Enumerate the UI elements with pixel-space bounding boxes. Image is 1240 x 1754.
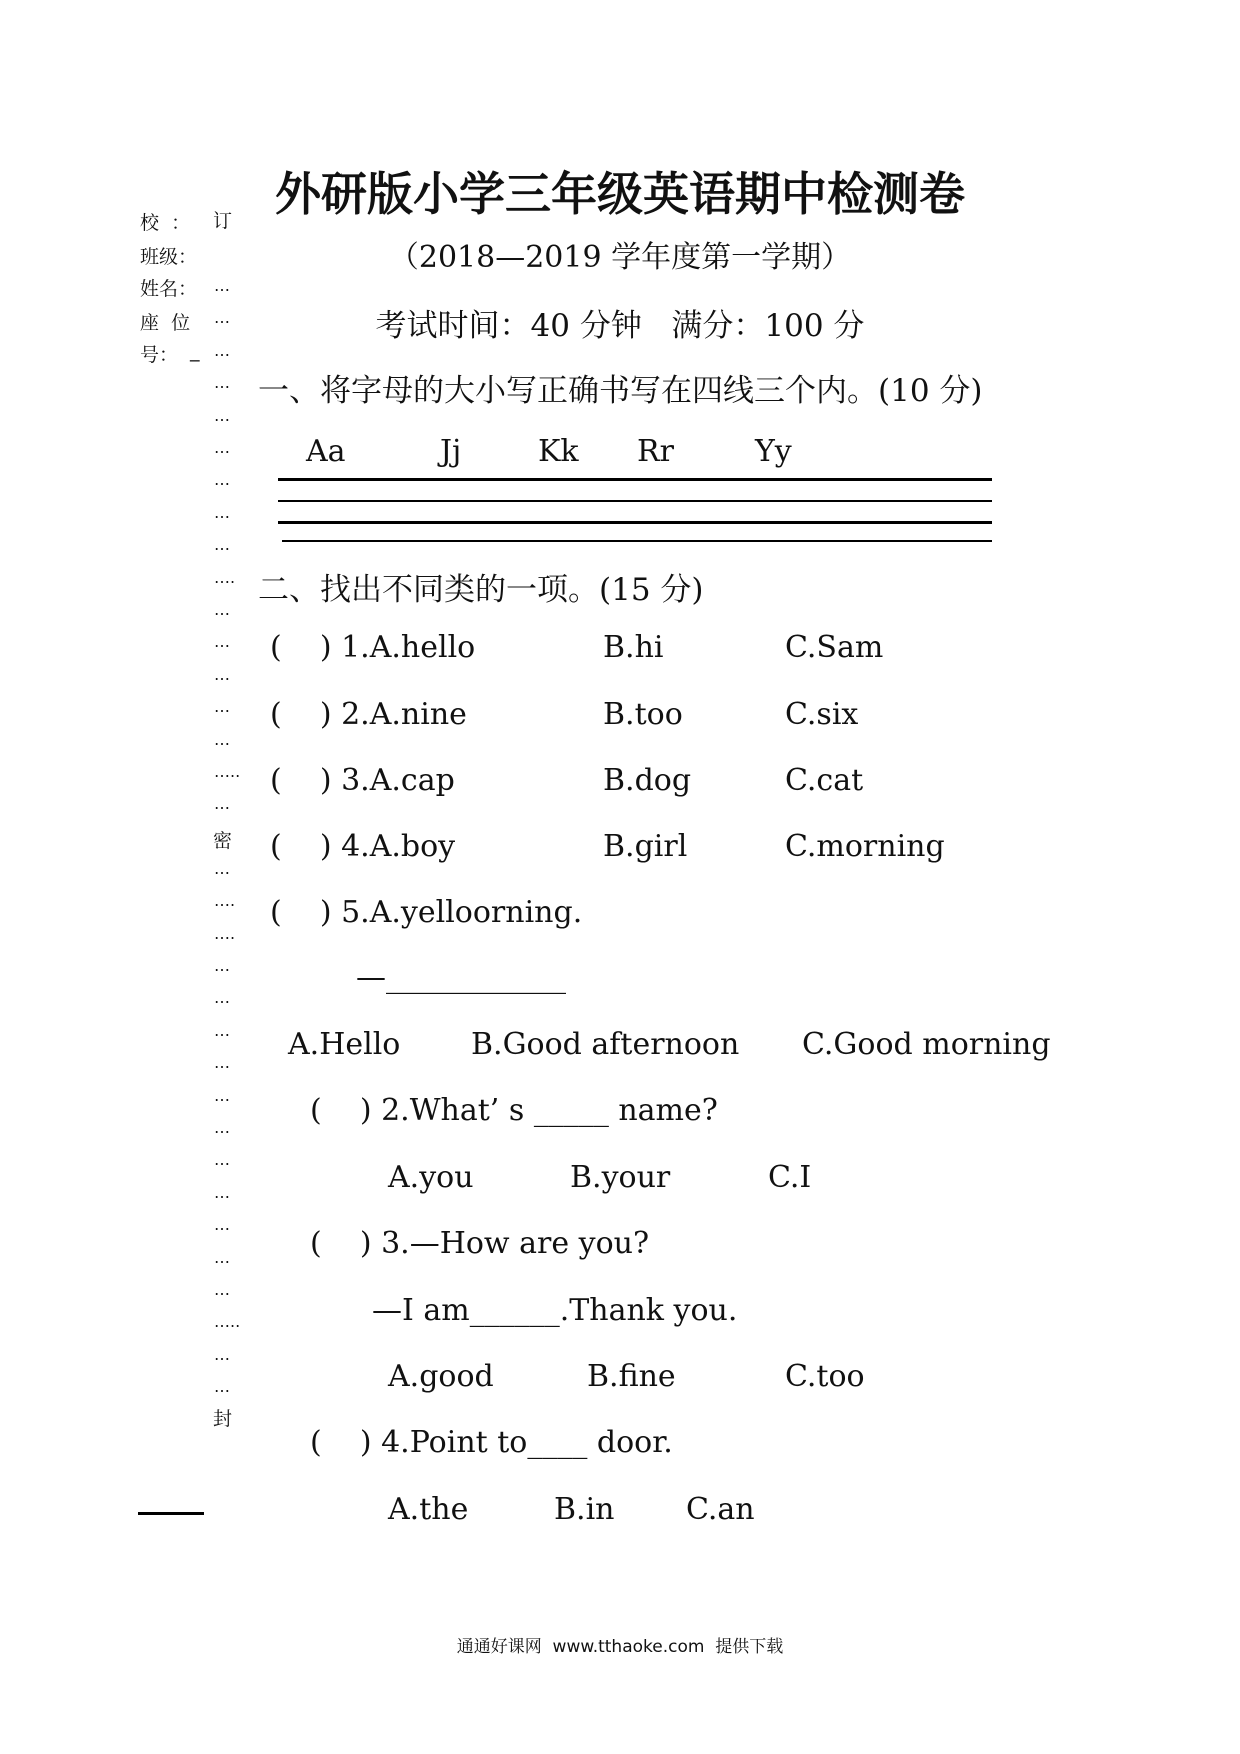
option-b: B.your (570, 1160, 671, 1195)
binding-dot: … (214, 1377, 230, 1397)
binding-dot: ….. (214, 1312, 241, 1332)
option-c: C.six (785, 697, 859, 732)
footer-credit: 通通好课网 www.tthaoke.com 提供下载 (456, 1637, 784, 1657)
school-label: 校 ： (140, 212, 191, 234)
option-c: C.too (785, 1359, 865, 1394)
binding-dot: …. (214, 923, 236, 943)
feng-mark: 封 (213, 1408, 233, 1430)
question-stem: ( ) 1.A.hello (270, 630, 476, 665)
question-stem: ( ) 5.A.yelloorning. (270, 895, 583, 930)
writing-line (278, 521, 992, 524)
option-c: C.an (686, 1492, 755, 1527)
binding-dot: … (214, 988, 230, 1008)
seat-label: 座 位 (140, 312, 191, 334)
binding-dot: … (214, 956, 230, 975)
letter-pair: Rr (637, 434, 674, 469)
binding-dot: … (214, 1280, 230, 1299)
question-stem: ( ) 4.Point to____ door. (310, 1425, 673, 1460)
option-a: A.good (388, 1359, 494, 1394)
section-2-heading: 二、找出不同类的一项。(15 分) (258, 572, 704, 608)
binding-dot: … (214, 308, 230, 328)
binding-line (138, 1512, 204, 1515)
class-label: 班级： (140, 246, 198, 268)
mi-mark: 密 (213, 830, 233, 852)
writing-line (282, 540, 992, 542)
option-c: C.morning (785, 829, 945, 864)
option-b: B.fine (587, 1359, 676, 1394)
binding-dot: … (214, 470, 230, 490)
binding-dot: … (214, 1182, 230, 1202)
number-label: 号： (140, 344, 179, 366)
binding-dot: … (214, 1247, 230, 1267)
question-stem: ( ) 3.A.cap (270, 763, 455, 798)
binding-dot: … (214, 438, 230, 457)
option-a: A.Hello (288, 1027, 401, 1062)
option-c: C.I (768, 1160, 812, 1195)
dialogue-line: —I am______.Thank you. (372, 1293, 738, 1328)
page-subtitle: （2018—2019 学年度第一学期） (388, 240, 852, 275)
binding-dot: …. (214, 891, 236, 911)
binding-dot: … (214, 373, 230, 393)
letter-pair: Yy (755, 434, 792, 469)
exam-info: 考试时间：40 分钟 满分：100 分 (375, 308, 865, 344)
binding-dot: … (214, 729, 230, 749)
option-a: A.the (388, 1492, 469, 1527)
option-b: B.in (554, 1492, 615, 1527)
page-title: 外研版小学三年级英语期中检测卷 (275, 167, 965, 221)
ding-mark: 订 (213, 210, 233, 232)
binding-dot: … (214, 794, 230, 814)
letter-pair: Kk (538, 434, 579, 469)
binding-dot: … (214, 405, 230, 425)
option-b: B.too (603, 697, 683, 732)
binding-dot: … (214, 1215, 230, 1235)
question-stem: ( ) 4.A.boy (270, 829, 456, 864)
letter-pair: Jj (440, 434, 462, 469)
option-c: C.Good morning (802, 1027, 1051, 1062)
binding-dot: … (214, 664, 230, 684)
binding-dot: … (214, 632, 230, 652)
answer-line: —____________ (356, 960, 566, 995)
option-c: C.Sam (785, 630, 884, 665)
binding-dot: … (214, 1053, 230, 1073)
binding-dot: … (214, 1150, 230, 1170)
option-c: C.cat (785, 763, 864, 798)
question-stem: ( ) 3.—How are you? (310, 1226, 650, 1261)
binding-dot: ….. (214, 762, 241, 781)
binding-dot: … (214, 1118, 230, 1137)
binding-dot: …. (214, 567, 236, 587)
question-stem: ( ) 2.What’ s _____ name? (310, 1093, 718, 1128)
option-b: B.Good afternoon (471, 1027, 740, 1062)
binding-dot: … (214, 600, 230, 619)
letter-pair: Aa (306, 434, 346, 469)
binding-dot: … (214, 1344, 230, 1364)
question-stem: ( ) 2.A.nine (270, 697, 467, 732)
binding-dot: … (214, 1085, 230, 1105)
binding-dot: … (214, 697, 230, 717)
binding-dot: … (214, 502, 230, 522)
binding-dot: … (214, 276, 230, 295)
binding-dot: … (214, 535, 230, 555)
number-underscore: _ (190, 340, 200, 362)
binding-dot: … (214, 858, 230, 878)
binding-dot: … (214, 340, 230, 360)
name-label: 姓名： (140, 278, 198, 300)
writing-line (278, 478, 992, 481)
option-b: B.dog (603, 763, 692, 798)
option-a: A.you (388, 1160, 474, 1195)
option-b: B.girl (603, 829, 688, 864)
option-b: B.hi (603, 630, 664, 665)
writing-line (278, 500, 992, 502)
section-1-heading: 一、将字母的大小写正确书写在四线三个内。(10 分) (258, 373, 983, 409)
binding-dot: … (214, 1020, 230, 1040)
